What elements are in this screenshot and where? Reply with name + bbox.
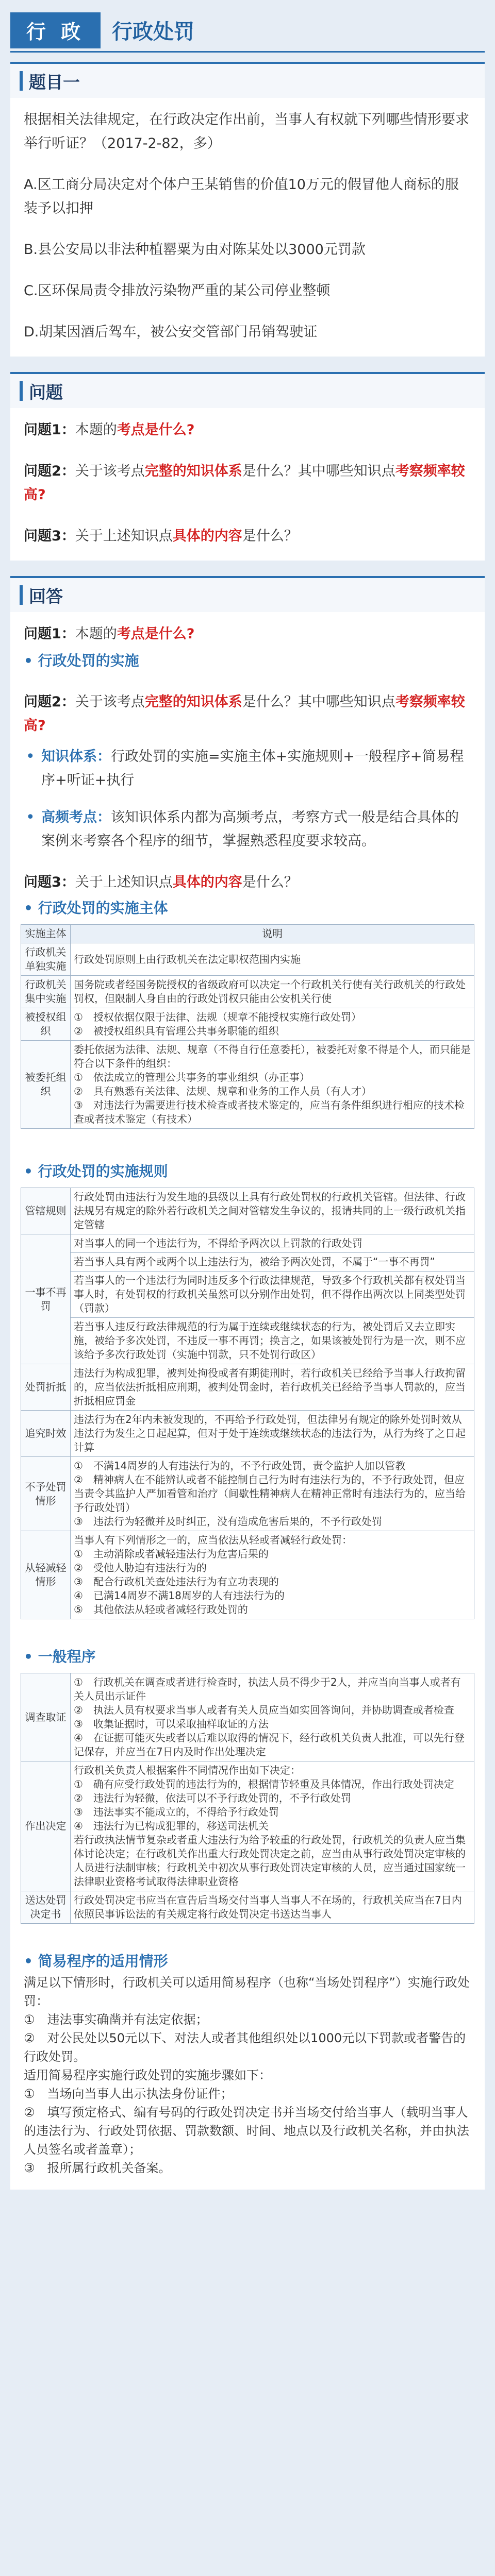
- row-line: ③ 违法事实不能成立的，不得给予行政处罚: [74, 1806, 279, 1818]
- row-key: 不予处罚情形: [21, 1457, 71, 1531]
- option-c: C.区环保局责令排放污染物严重的某公司停业整顿: [24, 283, 331, 299]
- q2-highlight-2: 考察频率较高?: [24, 463, 465, 503]
- row-line: ① 不满14周岁的人有违法行为的，不予行政处罚，责令监护人加以管教: [74, 1460, 406, 1472]
- row-key: 被委托组织: [21, 1041, 71, 1129]
- row-line: ③ 配合行政机关查处违法行为有立功表现的: [74, 1575, 279, 1588]
- questions-card: [10, 372, 485, 561]
- simple-heading: • 简易程序的适用情形: [10, 1950, 485, 1973]
- row-line: 违法行为在2年内未被发现的，不再给予行政处罚，但法律另有规定的除外处罚时效从违法行为发生之日起起算，但对于处于连续或继续状态的违法行为，从行为终了之日起计算: [74, 1413, 466, 1453]
- a3-text-post: 是什么？: [242, 874, 298, 890]
- simple-steps-intro: 适用简易程序实施行政处罚的实施步骤如下：: [24, 2068, 271, 2082]
- questions-title: 问题: [10, 374, 485, 408]
- answer-1: [10, 622, 485, 646]
- row-value: [71, 1891, 474, 1924]
- page-header: [10, 9, 485, 53]
- q3-label: 问题3：: [24, 528, 75, 544]
- question-3: [10, 524, 485, 548]
- simple-step: ② 填写预定格式、编有号码的行政处罚决定书并当场交付给当事人（载明当事人的违法行为、行政处罚依据、罚款数额、时间、地点以及行政机关名称，并由执法人员签名或者盖章）；: [24, 2105, 469, 2157]
- question-1: [10, 418, 485, 442]
- row-line: ④ 在证据可能灭失或者以后难以取得的情况下，经行政机关负责人批准，可以先行登记保存，并应当在7日内及时作出处理决定: [74, 1732, 465, 1758]
- a2-text-mid: 是什么？其中哪些知识点: [242, 694, 395, 710]
- row-line: ④ 违法行为已构成犯罪的，移送司法机关: [74, 1820, 269, 1832]
- question-title: 题目一: [10, 64, 485, 98]
- row-line: 违法行为构成犯罪，被判处拘役或者有期徒刑时，若行政机关已经给予当事人行政拘留的，应当依法折抵相应刑期，被判处罚金时，若行政机关已经给予当事人罚款的，应当折抵相应罚金: [74, 1367, 466, 1407]
- table-row: [21, 1008, 474, 1041]
- row-line: 行政机关负责人根据案件不同情况作出如下决定：: [74, 1764, 301, 1776]
- category-tag: 行 政: [10, 12, 101, 48]
- table-row: [21, 976, 474, 1008]
- table1-col1: 实施主体: [21, 925, 71, 943]
- row-value: [71, 1673, 474, 1761]
- row-key: 作出决定: [21, 1761, 71, 1891]
- row-key: 管辖规则: [21, 1188, 71, 1234]
- knowledge-system: [10, 745, 485, 792]
- row-line: ⑤ 其他依法从轻或者减轻行政处罚的: [74, 1603, 248, 1616]
- row-value: [71, 1411, 474, 1457]
- a2-highlight-2: 考察频率较高?: [24, 694, 465, 734]
- row-key: 追究时效: [21, 1411, 71, 1457]
- question-2: [10, 460, 485, 507]
- simple-item: ② 对公民处以50元以下、对法人或者其他组织处以1000元以下罚款或者警告的行政处罚。: [24, 2031, 466, 2064]
- a2-highlight-1: 完整的知识体系: [144, 694, 242, 710]
- a3-text: 关于上述知识点: [75, 874, 173, 890]
- row-line: 行政处罚由违法行为发生地的县级以上具有行政处罚权的行政机关管辖。但法律、行政法规另有规定的除外若行政机关之间对管辖发生争议的，报请共同的上一级行政机关指定管辖: [74, 1191, 466, 1231]
- row-line: ① 依法成立的管理公共事务的事业组织（办正事）: [74, 1071, 310, 1083]
- a2-text: 关于该考点: [75, 694, 145, 710]
- row-line: 行政处罚决定书应当在宣告后当场交付当事人当事人不在场的，行政机关应当在7日内依照民事诉讼法的有关规定将行政处罚决定书送达当事人: [74, 1894, 462, 1920]
- table-row: [21, 943, 474, 976]
- row-line: ④ 已满14周岁不满18周岁的人有违法行为的: [74, 1589, 285, 1602]
- row-line: ① 确有应受行政处罚的违法行为的，根据情节轻重及具体情况，作出行政处罚决定: [74, 1778, 454, 1790]
- table-row: [21, 1364, 474, 1411]
- row-line: ② 具有熟悉有关法律、法规、规章和业务的工作人员（有人才）: [74, 1085, 372, 1097]
- system-text: 行政处罚的实施=实施主体+实施规则+一般程序+简易程序+听证+执行: [41, 749, 464, 788]
- row-line: 对当事人的同一个违法行为，不得给予两次以上罚款的行政处罚: [71, 1234, 474, 1253]
- q1-text: 本题的: [75, 422, 117, 438]
- answer-3: [10, 871, 485, 894]
- row-value: [71, 1041, 474, 1129]
- a1-highlight: 考点是什么?: [117, 626, 195, 642]
- row-key: 处罚折抵: [21, 1364, 71, 1411]
- row-line: ② 执法人员有权要求当事人或者有关人员应当如实回答询问，并协助调查或者检查: [74, 1704, 454, 1716]
- table-general-procedure: [21, 1673, 474, 1924]
- simple-intro: 满足以下情形时，行政机关可以适用简易程序（也称“当场处罚程序”）实施行政处罚：: [24, 1975, 470, 2008]
- row-key: 被授权组织: [21, 1008, 71, 1041]
- row-value: [71, 1364, 474, 1411]
- q2-label: 问题2：: [24, 463, 75, 479]
- option-d: D.胡某因酒后驾车，被公安交管部门吊销驾驶证: [24, 324, 318, 340]
- a2-label: 问题2：: [24, 694, 75, 710]
- row-line: ② 精神病人在不能辨认或者不能控制自己行为时有违法行为的，不予行政处罚，但应当责令其监护人严加看管和治疗（间歇性精神病人在精神正常时有违法行为的，应当给予行政处罚）: [74, 1473, 466, 1514]
- row-line: ③ 对违法行为需要进行技术检查或者技术鉴定的，应当有条件组织进行相应的技术检查或者技术鉴定（有技术）: [74, 1099, 465, 1125]
- table2-heading: • 行政处罚的实施规则: [10, 1160, 485, 1183]
- row-key: 行政机关集中实施: [21, 976, 71, 1008]
- table-row: [21, 1411, 474, 1457]
- row-line: ③ 收集证据时，可以采取抽样取证的方法: [74, 1718, 269, 1730]
- table-row: [21, 1041, 474, 1129]
- a3-highlight: 具体的内容: [172, 874, 242, 890]
- row-line: ③ 违法行为轻微并及时纠正，没有造成危害后果的，不予行政处罚: [74, 1515, 382, 1528]
- row-key: 从轻减轻情形: [21, 1531, 71, 1619]
- row-value: [71, 1234, 474, 1364]
- table-row: [21, 1673, 474, 1761]
- table-row: [21, 1761, 474, 1891]
- row-value: [71, 976, 474, 1008]
- row-line: 委托依据为法律、法规、规章（不得自行任意委托），被委托对象不得是个人，而只能是符合以下条件的组织：: [74, 1043, 471, 1070]
- q3-highlight: 具体的内容: [172, 528, 242, 544]
- row-value: [71, 1761, 474, 1891]
- q1-highlight: 考点是什么?: [117, 422, 195, 438]
- option-b: B.县公安局以非法种植罂粟为由对陈某处以3000元罚款: [24, 242, 366, 258]
- freq-key: 高频考点：: [41, 809, 111, 825]
- simple-step: ① 当场向当事人出示执法身份证件；: [24, 2087, 233, 2101]
- row-line: ① 主动消除或者减轻违法行为危害后果的: [74, 1548, 269, 1560]
- table-row: [21, 1531, 474, 1619]
- table-row: [21, 1891, 474, 1924]
- row-key: 一事不再罚: [21, 1234, 71, 1364]
- row-value: [71, 1008, 474, 1041]
- simple-procedure: [10, 1973, 485, 2177]
- system-key: 知识体系：: [41, 749, 111, 765]
- question-card: [10, 62, 485, 357]
- row-line: ② 违法行为轻微，依法可以不予行政处罚的，不予行政处罚: [74, 1792, 351, 1804]
- answer-2: [10, 690, 485, 738]
- row-key: 送达处罚决定书: [21, 1891, 71, 1924]
- simple-step: ③ 报所属行政机关备案。: [24, 2161, 171, 2175]
- table1-col2: 说明: [71, 925, 474, 943]
- simple-item: ① 违法事实确凿并有法定依据；: [24, 2012, 208, 2027]
- row-line: ② 被授权组织具有管理公共事务职能的组织: [74, 1025, 279, 1037]
- row-line: 若当事人具有两个或两个以上违法行为，被给予两次处罚，不属于“一事不再罚”: [71, 1253, 474, 1272]
- q1-label: 问题1：: [24, 422, 75, 438]
- q2-text: 关于该考点: [75, 463, 145, 479]
- a1-text: 本题的: [75, 626, 117, 642]
- table-row: [21, 1457, 474, 1531]
- table-subjects: [21, 924, 474, 1129]
- a1-topic: • 行政处罚的实施: [10, 649, 485, 673]
- row-value: [71, 943, 474, 976]
- row-line: 若当事人违反行政法律规范的行为属于连续或继续状态的行为，被处罚后又去立即实施，被给予多次处罚，不违反一事不再罚；换言之，如果该被处罚行为是一次，则不应该给予多次行政处罚（实施中罚款，只不处罚行政区）: [74, 1320, 466, 1361]
- q3-text: 关于上述知识点: [75, 528, 173, 544]
- table-row: [21, 1234, 474, 1364]
- row-key: 行政机关单独实施: [21, 943, 71, 976]
- option-a: A.区工商分局决定对个体户王某销售的价值10万元的假冒他人商标的服装予以扣押: [24, 177, 459, 216]
- table3-heading: • 一般程序: [10, 1645, 485, 1669]
- row-line: 当事人有下列情形之一的，应当依法从轻或者减轻行政处罚：: [74, 1534, 352, 1546]
- freq-text: 该知识体系内都为高频考点，考察方式一般是结合具体的案例来考察各个程序的细节，掌握熟悉程度要求较高。: [41, 809, 459, 849]
- frequent-points: [10, 806, 485, 853]
- row-line: 国务院或者经国务院授权的省级政府可以决定一个行政机关行使有关行政机关的行政处罚权，但限制人身自由的行政处罚权只能由公安机关行使: [74, 978, 466, 1005]
- a3-label: 问题3：: [24, 874, 75, 890]
- row-line: 若行政执法情节复杂或者重大违法行为给予较重的行政处罚，行政机关的负责人应当集体讨论决定；在行政机关作出重大行政处罚决定之前，应当由从事行政处罚决定审核的人员进行法制审核；行政机关中初次从事行政处罚决定审核的人员，应当通过国家统一法律职业资格考试取得法律职业资格: [74, 1834, 466, 1888]
- row-line: ① 授权依据仅限于法律、法规（规章不能授权实施行政处罚）: [74, 1011, 361, 1023]
- row-key: 调查取证: [21, 1673, 71, 1761]
- q2-text-mid: 是什么？其中哪些知识点: [242, 463, 395, 479]
- answer-title: 回答: [10, 578, 485, 612]
- row-line: ① 行政机关在调查或者进行检查时，执法人员不得少于2人，并应当向当事人或者有关人员出示证件: [74, 1676, 461, 1702]
- row-line: 若当事人的一个违法行为同时违反多个行政法律规范，导致多个行政机关都有权处罚当事人时，有处罚权的行政机关虽然可以分别作出处罚，但不得作出两次以上同类型处罚（罚款）: [71, 1272, 474, 1318]
- row-value: [71, 1531, 474, 1619]
- q2-highlight-1: 完整的知识体系: [144, 463, 242, 479]
- row-value: [71, 1457, 474, 1531]
- a1-label: 问题1：: [24, 626, 75, 642]
- table-rules: [21, 1188, 474, 1619]
- table1-heading: • 行政处罚的实施主体: [10, 896, 485, 920]
- question-stem: 根据相关法律规定，在行政决定作出前，当事人有权就下列哪些情形要求举行听证？（2017-2-82，多）: [24, 112, 469, 151]
- row-line: 行政处罚原则上由行政机关在法定职权范围内实施: [74, 953, 301, 965]
- table-row: [21, 1188, 474, 1234]
- q3-text-post: 是什么？: [242, 528, 298, 544]
- table1-header-row: [21, 925, 474, 943]
- answer-card: [10, 576, 485, 2190]
- row-value: [71, 1188, 474, 1234]
- row-line: ② 受他人胁迫有违法行为的: [74, 1562, 207, 1574]
- page-title: 行政处罚: [112, 20, 194, 44]
